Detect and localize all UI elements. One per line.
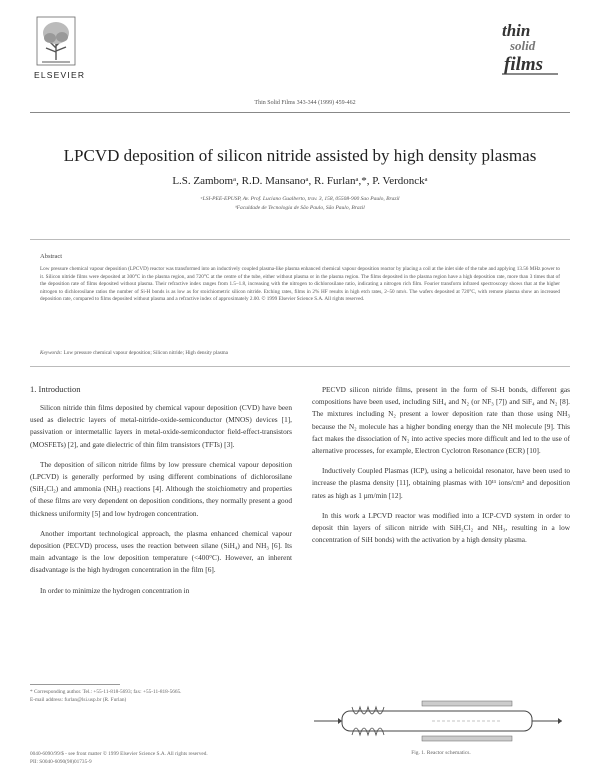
abstract-text: Low pressure chemical vapour deposition (LPCVD) reactor was transformed into an inductively coupled plasma-like plasma enhanced chemical vapour deposition reactor by placing a coil at the inlet side of the tube and applying 13.56 MHz power to it. Silicon nitride films were deposited at 300°C in the plasma region, and 720°C at the centre of the tube, either without plasma or in the plasma region. The films deposited in the plasma region have a high deposition rate, more than 3 times that of the deposition rate of films deposited without plasma. Their refractive index ranges from 1.5–1.8, increasing with the nitrogen to dichlorosilane ratio, indicating a nitrogen rich film. Fourier transform infrared spectroscopy shows that at the higher nitrogen to dichlorosilane ratios the number of Si-H bonds is as low as for stoichiometric silicon nitride. Etching rates, films in 2% HF results in high etch rates, 2–50 nm/s. The wafers deposited at 720°C, with remote plasma show an increased deposition rate, compared to films deposited without plasma and a refractive index of approximately 2.00. © 1999 Elsevier Science S.A. All rights reserved. bbox=[40, 266, 560, 303]
reactor-schematic-figure bbox=[312, 695, 570, 747]
title-rule bbox=[30, 239, 570, 240]
left-column bbox=[30, 402, 292, 664]
paragraph: Inductively Coupled Plasmas (ICP), using a helicoidal resonator, have been used to increase the plasma density [11], obtaining plasmas with 10¹¹ ions/cm³ and deposition rates as high as 1 µm/min [12]. bbox=[312, 466, 570, 500]
footnote-line: E-mail address: furlan@lsi.usp.br (R. Furlan) bbox=[30, 697, 127, 703]
footnote bbox=[30, 688, 292, 704]
abstract-heading: Abstract bbox=[40, 253, 63, 260]
figure-caption: Fig. 1. Reactor schematics. bbox=[411, 750, 471, 756]
keywords-line bbox=[40, 350, 560, 356]
keywords-label: Keywords: bbox=[40, 350, 63, 356]
article-title: LPCVD deposition of silicon nitride assisted by high density plasmas bbox=[63, 146, 537, 165]
paragraph: The deposition of silicon nitride films by low pressure chemical vapour deposition (LPCVD) is generally performed by using different combinations of dichlorosilane (SiH₂Cl₂) and ammonia (NH₃) reactions [4]. Although the stoichiometry and properties of these films are very dependent on deposition conditions, they normally present a good thickness uniformity [5] and low hydrogen concentration. bbox=[30, 459, 292, 518]
affiliation: ᵃLSI-PEE-EPUSP, Av. Prof. Luciano Gualberto, trav. 3, 158, 05508-900 Sao Paulo, Brazil bbox=[200, 196, 400, 202]
footnote-line: * Corresponding author. Tel.: +55-11-818-5693; fax: +55-11-818-5665. bbox=[30, 689, 182, 695]
paragraph: Silicon nitride thin films deposited by chemical vapour deposition (CVD) have been used as dielectric layers of metal-nitride-oxide-semiconductor (MNOS) devices [1], passivation or intermetallic layers in metal-oxide-semiconductor field-effect-transistors (MOSFETs) [2], and gate dielectric of thin film transistors (TFTs) [3]. bbox=[30, 403, 292, 449]
footer bbox=[30, 751, 292, 766]
copyright-line: 0040-6090/99/$ - see front matter © 1999 Elsevier Science S.A. All rights reserved. bbox=[30, 751, 208, 757]
affiliation: ᵇFaculdade de Tecnologia de São Paulo, São Paulo, Brazil bbox=[235, 205, 365, 211]
logo-line: films bbox=[504, 54, 544, 75]
logo-line: solid bbox=[510, 38, 536, 53]
author-list: L.S. Zambomᵃ, R.D. Mansanoᵃ, R. Furlanᵃ,*, P. Verdonckᵃ bbox=[172, 175, 428, 187]
right-column bbox=[312, 384, 570, 642]
publisher-name: ELSEVIER bbox=[34, 70, 86, 80]
section-heading: 1. Introduction bbox=[30, 384, 81, 394]
paragraph: In order to minimize the hydrogen concentration in bbox=[40, 585, 190, 595]
paragraph: Another important technological approach, the plasma enhanced chemical vapour deposition (PECVD) process, uses the reaction between silane (SiH₄) and NH₃ [6]. Its main advantage is the low deposition temperature (<400°C). However, an inherent disadvantage is the high hydrogen concentration in the film [6]. bbox=[30, 528, 292, 575]
keywords-text: Low pressure chemical vapour deposition; Silicon nitride; High density plasma bbox=[63, 350, 228, 356]
footnote-rule bbox=[30, 684, 120, 685]
header-rule bbox=[30, 112, 570, 113]
thin-solid-films-logo-icon bbox=[500, 16, 562, 78]
paragraph: In this work a LPCVD reactor was modified into a ICP-CVD system in order to deposit thin layers of silicon nitride with SiH₂Cl₂ and NH₃, resulting in a low concentration of SiH bonds) with the activation by a high density plasma. bbox=[312, 510, 570, 545]
logo-line: thin bbox=[502, 21, 531, 40]
paragraph: PECVD silicon nitride films, present in the form of Si-H bonds, different gas compositions have been used, including SiH₄ and N₂ (or NF₃ [7]) and SiF₄ and N₂ [8]. The mixtures including N₂ present a lower deposition rate than those using NH₃ because the N₂ molecule has a higher bonding energy than the NH molecule [9]. This fact makes the dissociation of N₂ into active species more difficult and led to the use of alternative processes, for example, Electron Cyclotron Resonance (ECR) [10]. bbox=[312, 385, 570, 456]
journal-citation: Thin Solid Films 343-344 (1999) 459-462 bbox=[254, 100, 356, 106]
abstract-rule bbox=[30, 366, 570, 367]
elsevier-tree-logo-icon bbox=[36, 16, 76, 66]
pii-line: PII: S0040-6090(98)01735-9 bbox=[30, 758, 92, 765]
